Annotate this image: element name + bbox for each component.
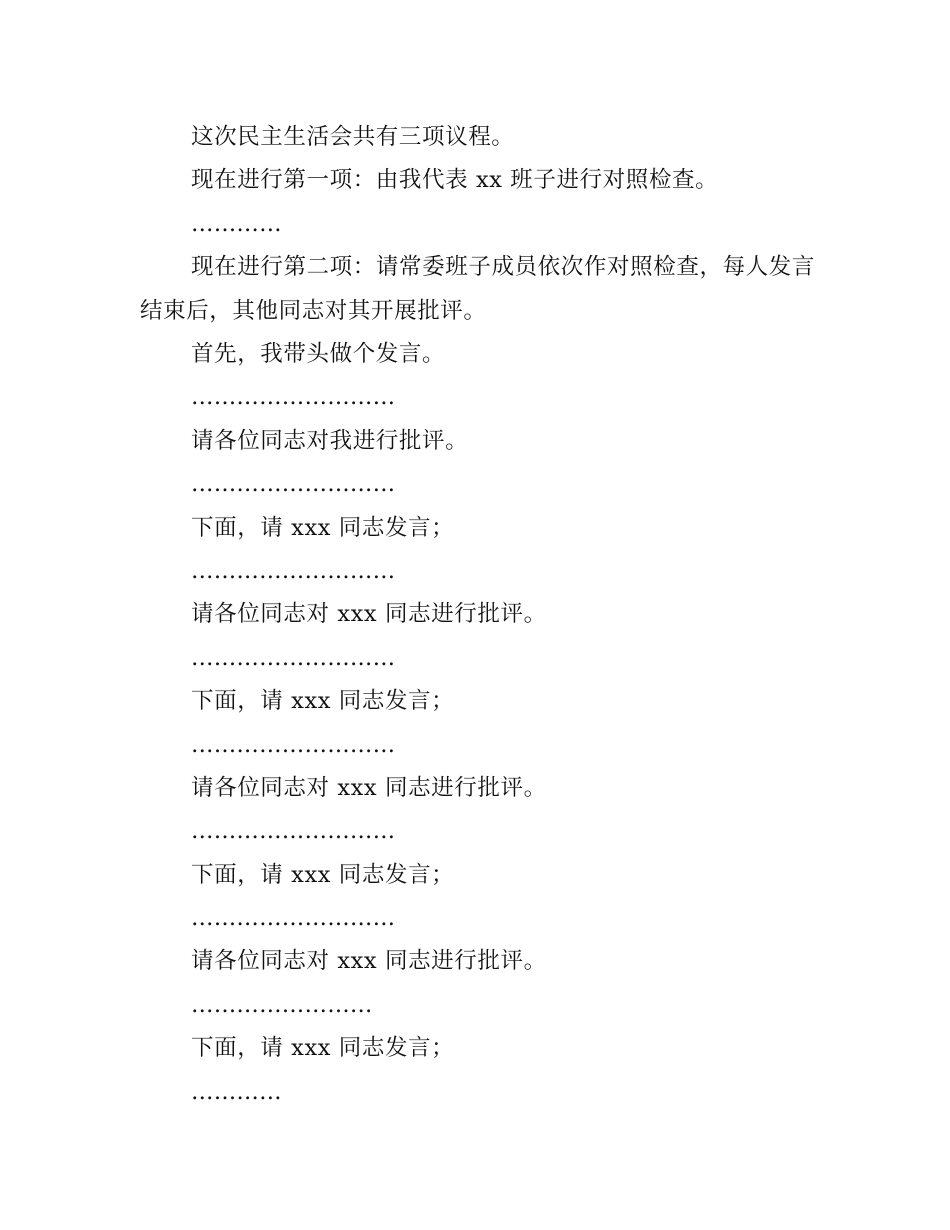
paragraph-criticism-request: 请各位同志对我进行批评。 [191, 427, 469, 454]
ellipsis-line: ………… [191, 210, 282, 237]
paragraph-next-speaker: 下面，请 xxx 同志发言； [191, 688, 455, 715]
document-body [140, 116, 815, 1114]
paragraph-next-speaker: 下面，请 xxx 同志发言； [191, 861, 455, 888]
ellipsis-line: ……………………… [191, 557, 396, 584]
paragraph-item-one: 现在进行第一项：由我代表 xx 班子进行对照检查。 [191, 167, 719, 194]
ellipsis-line: ……………………… [191, 818, 396, 845]
ellipsis-line: ……………………… [191, 384, 396, 411]
paragraph-next-speaker: 下面，请 xxx 同志发言； [191, 514, 455, 541]
ellipsis-line: ……………………… [191, 471, 396, 498]
ellipsis-line: …………………… [191, 991, 373, 1018]
ellipsis-line: ………… [191, 1078, 282, 1105]
paragraph-lead-speech: 首先，我带头做个发言。 [191, 340, 446, 367]
paragraph-next-speaker: 下面，请 xxx 同志发言； [191, 1035, 455, 1062]
ellipsis-line: ……………………… [191, 731, 396, 758]
paragraph-criticism-request: 请各位同志对 xxx 同志进行批评。 [191, 948, 547, 975]
paragraph-item-two: 现在进行第二项：请常委班子成员依次作对照检查，每人发言结束后，其他同志对其开展批评。 [140, 254, 815, 324]
ellipsis-line: ……………………… [191, 905, 396, 932]
paragraph-criticism-request: 请各位同志对 xxx 同志进行批评。 [191, 601, 547, 628]
ellipsis-line: ……………………… [191, 644, 396, 671]
paragraph-criticism-request: 请各位同志对 xxx 同志进行批评。 [191, 774, 547, 801]
paragraph-agenda-intro: 这次民主生活会共有三项议程。 [191, 124, 515, 150]
